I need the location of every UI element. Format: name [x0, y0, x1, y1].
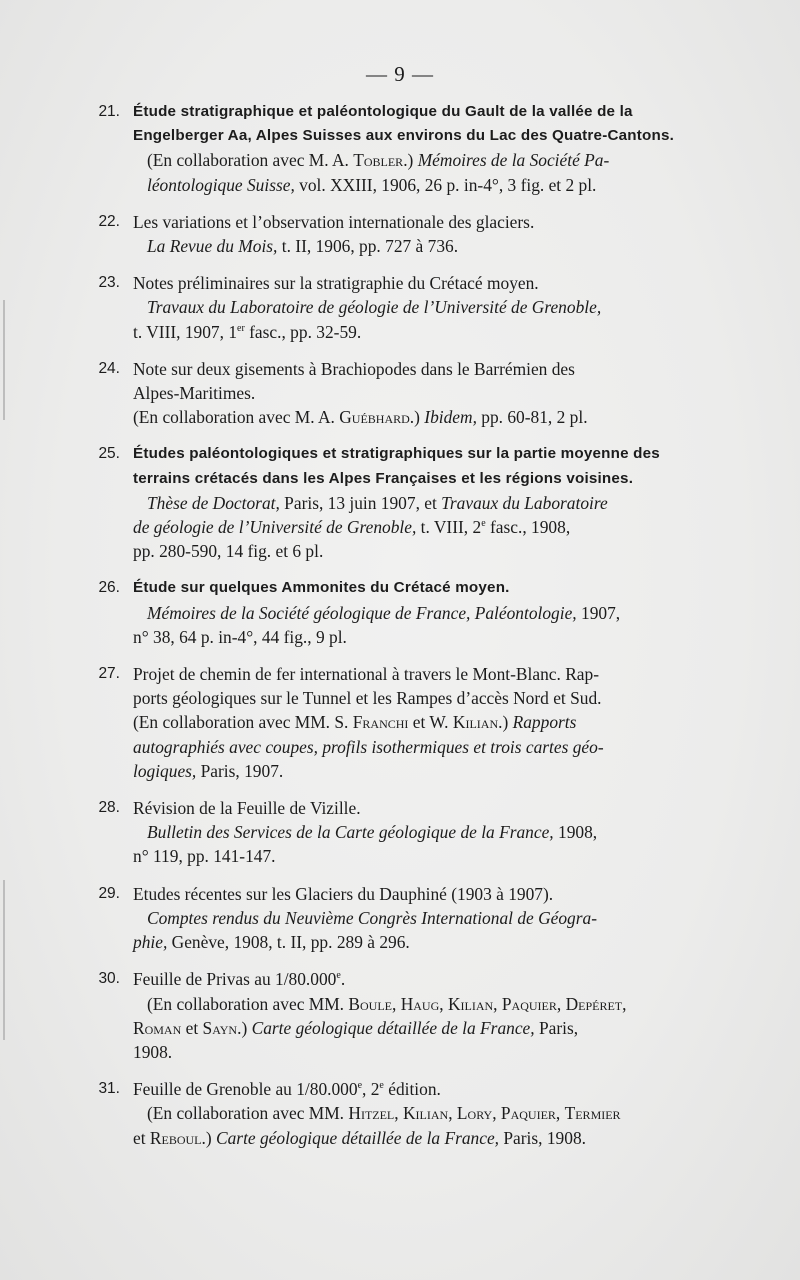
- entry-number: 28.: [98, 799, 120, 817]
- reference-details: Paris,: [534, 1017, 579, 1038]
- entry-reference: [133, 405, 725, 429]
- entry-title-continued: Engelberger Aa, Alpes Suisses aux environs du Lac des Quatre-Cantons.: [133, 127, 675, 145]
- reference-details: t. II, 1906, pp. 727 à 736.: [277, 236, 459, 257]
- entry-title-continued: ports géologiques sur le Tunnel et les Rampes d’accès Nord et Sud.: [133, 688, 602, 709]
- entry-title: Révision de la Feuille de Vizille.: [133, 798, 361, 819]
- separator: ,: [493, 993, 502, 1014]
- reference-details: fasc., pp. 32-59.: [244, 321, 362, 342]
- entry-number: 21.: [98, 103, 120, 120]
- superscript: er: [237, 322, 245, 334]
- reference-text: (En collaboration avec MM.: [147, 1103, 349, 1124]
- author-name: Hitzel: [348, 1103, 395, 1124]
- edition-text: édition.: [383, 1079, 441, 1100]
- journal-title: léontologique Suisse,: [147, 174, 295, 195]
- separator: ,: [439, 993, 448, 1014]
- entry-number: 27.: [98, 665, 120, 683]
- reference-text: (En collaboration avec M. A.: [147, 150, 354, 171]
- reference-details: Genève, 1908, t. II, pp. 289 à 296.: [167, 932, 410, 953]
- author-name: Haug: [400, 993, 440, 1014]
- reference-details: vol. XXIII, 1906, 26 p. in-4°, 3 fig. et 2 pl.: [294, 174, 597, 195]
- entry-number: 23.: [98, 274, 120, 292]
- superscript: e: [336, 970, 341, 982]
- entry-reference-continued: n° 38, 64 p. in-4°, 44 fig., 9 pl.: [133, 626, 347, 647]
- author-name: Lory: [456, 1103, 493, 1124]
- entry-number: 30.: [98, 970, 120, 988]
- entry-reference: [133, 491, 725, 515]
- entry-title: [133, 967, 725, 991]
- entry-reference-continued: pp. 280-590, 14 fig. et 6 pl.: [133, 541, 324, 562]
- reference-text: (En collaboration avec M. A.: [133, 407, 340, 428]
- author-name: Guébhard: [339, 407, 410, 428]
- report-title: logiques,: [133, 760, 197, 781]
- map-sheet-title: Feuille de Grenoble au 1/80.000: [133, 1079, 358, 1100]
- journal-title: Ibidem,: [424, 407, 477, 428]
- thesis-label: Thèse de Doctorat,: [147, 492, 280, 513]
- reference-details: fasc., 1908,: [485, 517, 571, 538]
- reference-details: Paris, 1908.: [499, 1127, 586, 1148]
- entry-title: Études paléontologiques et stratigraphiques sur la partie moyenne des: [133, 445, 660, 463]
- entry-reference-continued: [133, 1126, 725, 1150]
- entry-reference-continued: [133, 759, 725, 783]
- entry-number: 25.: [98, 445, 120, 463]
- bibliography-entry-26: [0, 576, 800, 649]
- journal-title: Travaux du Laboratoire de géologie de l’Université de Grenoble,: [147, 297, 602, 318]
- superscript: e: [379, 1080, 384, 1092]
- map-sheet-title: Feuille de Privas au 1/80.000: [133, 969, 337, 990]
- author-name: Paquier: [500, 1103, 556, 1124]
- author-name: Tobler: [353, 150, 404, 171]
- entry-reference: [133, 234, 725, 258]
- punctuation: .: [340, 969, 346, 990]
- entry-reference: [133, 320, 725, 344]
- entry-reference-continued: [133, 1016, 725, 1040]
- author-name: Kilian: [452, 712, 499, 733]
- entry-reference: [133, 1101, 725, 1125]
- entry-title: [133, 1077, 725, 1101]
- reference-text: .): [409, 407, 425, 428]
- entry-reference-continued: [133, 515, 725, 539]
- page-number: — 9 —: [366, 62, 434, 86]
- entry-reference-continued: [133, 173, 725, 197]
- separator: ,: [556, 993, 566, 1014]
- author-name: Paquier: [501, 993, 557, 1014]
- journal-title: phie,: [133, 932, 168, 953]
- map-series-title: Carte géologique détaillée de la France,: [251, 1017, 535, 1038]
- author-name: Boule: [348, 993, 392, 1014]
- author-name: Roman: [133, 1017, 182, 1038]
- author-name: Termier: [564, 1103, 621, 1124]
- entry-reference: [133, 992, 725, 1016]
- entry-reference: [133, 930, 725, 954]
- separator: et: [133, 1127, 150, 1148]
- entry-reference-continued: 1908.: [133, 1041, 173, 1062]
- entry-title: Étude sur quelques Ammonites du Crétacé moyen.: [133, 579, 510, 597]
- separator: .): [201, 1127, 217, 1148]
- separator: ,: [555, 1103, 565, 1124]
- reference-text: .): [498, 712, 513, 733]
- reference-text: et W.: [408, 712, 453, 733]
- separator: ,: [622, 993, 627, 1014]
- bibliography-entry-21: [0, 100, 800, 197]
- entry-title: Projet de chemin de fer international à travers le Mont-Blanc. Rap-: [133, 664, 599, 685]
- journal-title: de géologie de l’Université de Grenoble,: [133, 517, 417, 538]
- bibliography-entry-31: [0, 1077, 800, 1150]
- reference-text: .): [403, 150, 418, 171]
- bibliography-entry-24: [0, 357, 800, 430]
- bibliography-entry-30: [0, 967, 800, 1064]
- report-title: Rapports: [512, 712, 577, 733]
- journal-title: La Revue du Mois,: [147, 236, 278, 257]
- entry-title-continued: terrains crétacés dans les Alpes Françaises et les régions voisines.: [133, 469, 634, 487]
- bibliography-entry-23: [0, 271, 800, 344]
- reference-text: (En collaboration avec MM. S.: [133, 712, 353, 733]
- separator: ,: [492, 1103, 501, 1124]
- author-name: Franchi: [352, 712, 409, 733]
- journal-title: Travaux du Laboratoire: [441, 492, 608, 513]
- reference-details: t. VIII, 1907, 1: [133, 321, 238, 342]
- separator: et: [181, 1017, 203, 1038]
- separator: .): [237, 1017, 252, 1038]
- edition-text: , 2: [362, 1079, 380, 1100]
- entry-title: Etudes récentes sur les Glaciers du Dauphiné (1903 à 1907).: [133, 883, 554, 904]
- entry-reference-continued: n° 119, pp. 141-147.: [133, 846, 276, 867]
- entry-title: Étude stratigraphique et paléontologique du Gault de la vallée de la: [133, 103, 633, 120]
- author-name: Depéret: [565, 993, 623, 1014]
- journal-title: Mémoires de la Société Pa-: [417, 150, 610, 171]
- author-name: Kilian: [447, 993, 494, 1014]
- journal-title: Mémoires de la Société géologique de France, Paléontologie,: [147, 602, 577, 623]
- entry-number: 24.: [98, 359, 120, 377]
- reference-text: Paris, 13 juin 1907, et: [279, 492, 442, 513]
- entry-number: 31.: [98, 1080, 120, 1098]
- bibliography-entry-25: [0, 442, 800, 563]
- bibliography-entry-27: [0, 662, 800, 783]
- reference-text: (En collaboration avec MM.: [147, 993, 349, 1014]
- reference-details: t. VIII, 2: [416, 517, 482, 538]
- bibliography-list: [0, 100, 800, 1163]
- map-series-title: Carte géologique détaillée de la France,: [216, 1127, 500, 1148]
- entry-title: Les variations et l’observation internationale des glaciers.: [133, 211, 535, 232]
- entry-title: Note sur deux gisements à Brachiopodes dans le Barrémien des: [133, 358, 575, 379]
- bibliography-entry-22: [0, 210, 800, 258]
- author-name: Reboul: [149, 1127, 202, 1148]
- bibliography-entry-29: [0, 882, 800, 955]
- entry-number: 29.: [98, 884, 120, 902]
- entry-reference: [133, 601, 725, 625]
- separator: ,: [394, 1103, 403, 1124]
- author-name: Kilian: [402, 1103, 449, 1124]
- superscript: e: [357, 1080, 363, 1092]
- superscript: e: [481, 518, 486, 530]
- separator: ,: [448, 1103, 457, 1124]
- entry-title: Notes préliminaires sur la stratigraphie du Crétacé moyen.: [133, 273, 539, 294]
- entry-reference: [133, 820, 725, 844]
- report-title-continued: autographiés avec coupes, profils isothermiques et trois cartes géo-: [133, 736, 604, 757]
- author-name: Sayn: [202, 1017, 238, 1038]
- journal-title: Bulletin des Services de la Carte géologique de la France,: [147, 822, 554, 843]
- entry-reference: [133, 710, 725, 734]
- entry-title-continued: Alpes-Maritimes.: [133, 383, 256, 404]
- reference-details: 1907,: [576, 602, 621, 623]
- reference-details: Paris, 1907.: [196, 760, 284, 781]
- entry-number: 22.: [98, 212, 120, 230]
- entry-number: 26.: [98, 579, 120, 597]
- reference-details: 1908,: [553, 822, 598, 843]
- separator: ,: [391, 993, 401, 1014]
- journal-title: Comptes rendus du Neuvième Congrès International de Géogra-: [147, 907, 597, 928]
- bibliography-entry-28: [0, 796, 800, 869]
- reference-details: pp. 60-81, 2 pl.: [476, 407, 588, 428]
- entry-reference: [133, 148, 725, 172]
